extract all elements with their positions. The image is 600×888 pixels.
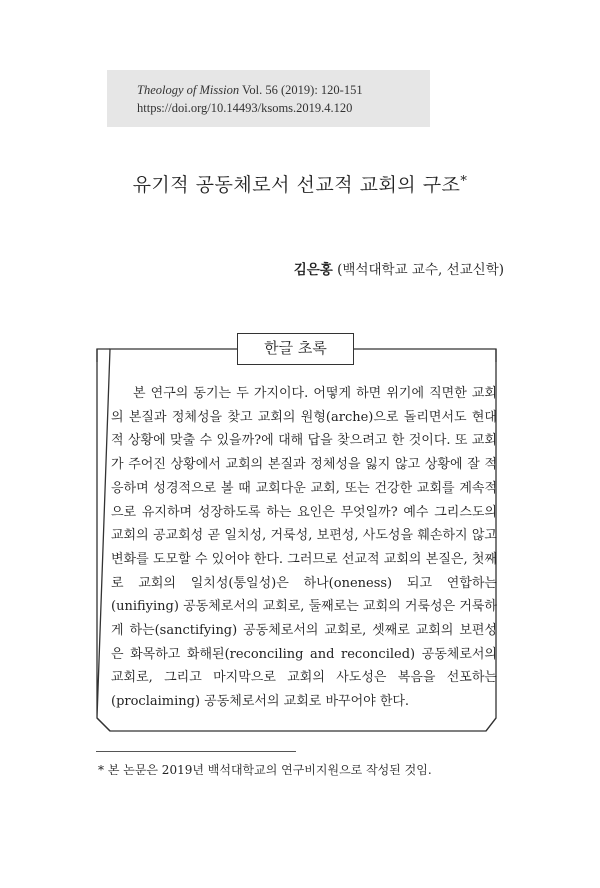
author-affiliation: (백석대학교 교수, 선교신학) <box>337 262 504 278</box>
journal-volume: Vol. 56 (2019): 120-151 <box>242 83 363 97</box>
abstract-heading: 한글 초록 <box>237 333 354 365</box>
abstract-frame-fold-right <box>486 718 496 731</box>
footnote: * 본 논문은 2019년 백석대학교의 연구비지원으로 작성된 것임. <box>98 763 432 777</box>
abstract-body: 본 연구의 동기는 두 가지이다. 어떻게 하면 위기에 직면한 교회의 본질과 정체성을 찾고 교회의 원형(arche)으로 돌리면서도 현대적 상황에 맞출 수 있을까?에 대해 답을 찾으려고 한 것이다. 또 교회가 주어진 상황에서 교회의 본질과 정체성을 잃지 않고 상황에 잘 적응하며 성경적으로 볼 때 교회다운 교회, 또는 건강한 교회를 계속적으로 유지하며 성장하도록 하는 요인은 무엇일까? 예수 그리스도의 교회의 공교회성 곧 일치성, 거룩성, 보편성, 사도성을 훼손하지 않고 변화를 도모할 수 있어야 한다. 그러므로 선교적 교회의 본질은, 첫째로 교회의 일치성(통일성)은 하나(oneness) 되고 연합하는(unifiying) 공동체로서의 교회로, 둘째로는 교회의 거룩성은 거룩하게 하는(sanctifying) 공동체로서의 교회로, 셋째로 교회의 보편성은 화목하고 화해된(reconciling and reconciled) 공동체로서의 교회로, 그리고 마지막으로 교회의 사도성은 복음을 선포하는(proclaiming) 공동체로서의 교회로 바꾸어야 한다. <box>111 386 497 710</box>
title-footnote-marker: * <box>460 174 468 189</box>
journal-doi[interactable]: https://doi.org/10.14493/ksoms.2019.4.120 <box>137 101 353 115</box>
abstract-frame-top-bracket <box>97 349 110 362</box>
paper-title-text: 유기적 공동체로서 선교적 교회의 구조 <box>132 174 461 196</box>
journal-name: Theology of Mission <box>137 83 240 97</box>
footnote-divider <box>96 751 296 752</box>
abstract-frame-fold-left <box>97 718 110 731</box>
author-name: 김은홍 <box>293 262 333 278</box>
